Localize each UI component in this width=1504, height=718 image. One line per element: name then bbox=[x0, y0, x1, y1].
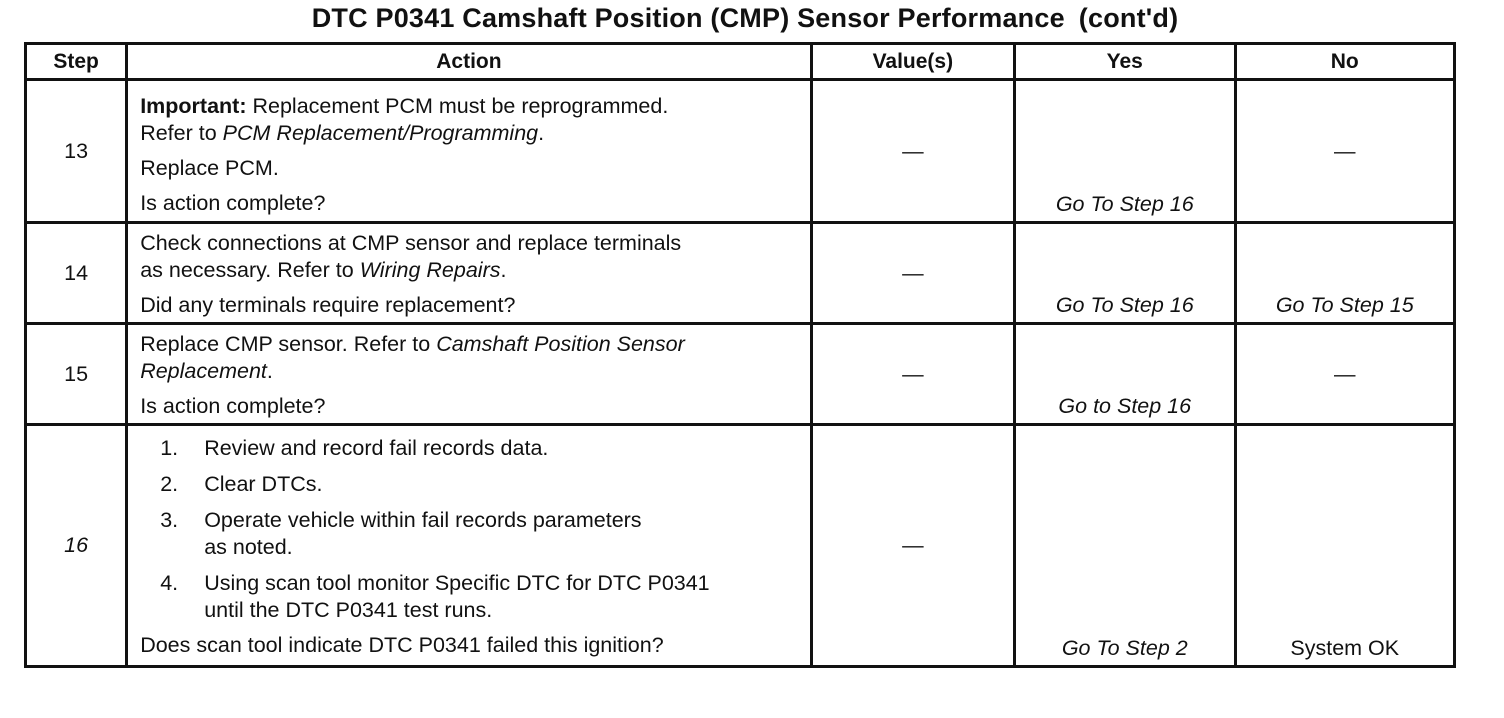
header-no: No bbox=[1235, 44, 1455, 80]
no-cell: System OK bbox=[1235, 425, 1455, 667]
table-row bbox=[26, 425, 1455, 667]
sub-step-line: Operate vehicle within fail records parameters bbox=[204, 508, 642, 532]
sub-step bbox=[140, 570, 799, 624]
step-number: 15 bbox=[26, 324, 127, 425]
refer-link: PCM Replacement/Programming bbox=[222, 121, 539, 145]
refer-end: . bbox=[266, 359, 273, 383]
table-row bbox=[26, 80, 1455, 223]
sub-step-list bbox=[140, 435, 799, 624]
sub-step-number: 3. bbox=[160, 508, 179, 532]
question-text: Is action complete? bbox=[140, 191, 326, 215]
action-line-2 bbox=[140, 257, 799, 284]
sub-step-line: Clear DTCs. bbox=[204, 472, 323, 496]
question-text: Does scan tool indicate DTC P0341 failed this ignition? bbox=[140, 633, 664, 657]
yes-cell: Go to Step 16 bbox=[1015, 324, 1235, 425]
no-cell: — bbox=[1235, 324, 1455, 425]
yes-cell: Go To Step 2 bbox=[1015, 425, 1235, 667]
action-text: Replace CMP sensor. Refer to bbox=[140, 332, 431, 356]
header-row bbox=[26, 44, 1455, 80]
table-row bbox=[26, 324, 1455, 425]
step-number: 14 bbox=[26, 223, 127, 324]
sub-step-line: as noted. bbox=[204, 535, 293, 559]
sub-step bbox=[140, 435, 799, 462]
step-number: 13 bbox=[26, 80, 127, 223]
value-cell bbox=[811, 223, 1014, 324]
sub-step-text bbox=[204, 507, 641, 561]
page-title bbox=[0, 3, 1490, 34]
sub-step-text bbox=[204, 435, 548, 462]
action-cell bbox=[127, 80, 811, 223]
refer-link: Camshaft Position Sensor bbox=[436, 332, 685, 356]
title-suffix: (cont'd) bbox=[1078, 3, 1179, 33]
sub-step-number: 4. bbox=[160, 571, 179, 595]
question-text: Is action complete? bbox=[140, 394, 326, 418]
important-note bbox=[140, 93, 799, 120]
refer-text: Refer to bbox=[140, 121, 217, 145]
value-cell bbox=[811, 425, 1014, 667]
action-line-1 bbox=[140, 331, 799, 358]
sub-step-line: Using scan tool monitor Specific DTC for DTC P0341 bbox=[204, 571, 710, 595]
value-cell bbox=[811, 324, 1014, 425]
action-line-2 bbox=[140, 358, 799, 385]
diagnostic-table bbox=[24, 42, 1456, 668]
important-label: Important: bbox=[140, 94, 247, 118]
table-row bbox=[26, 223, 1455, 324]
action-cell bbox=[127, 223, 811, 324]
action-cell bbox=[127, 324, 811, 425]
sub-step-text bbox=[204, 471, 322, 498]
sub-step-number: 2. bbox=[160, 472, 179, 496]
question-text: Did any terminals require replacement? bbox=[140, 293, 516, 317]
refer-end: . bbox=[538, 121, 545, 145]
step-number: 16 bbox=[26, 425, 127, 667]
instruction-text: Replace PCM. bbox=[140, 156, 279, 180]
refer-end: . bbox=[500, 258, 507, 282]
yes-cell: Go To Step 16 bbox=[1015, 80, 1235, 223]
action-line-1: Check connections at CMP sensor and replace terminals bbox=[140, 231, 682, 255]
important-text: Replacement PCM must be reprogrammed. bbox=[252, 94, 669, 118]
no-cell: — bbox=[1235, 80, 1455, 223]
sub-step bbox=[140, 471, 799, 498]
refer-link: Wiring Repairs bbox=[359, 258, 501, 282]
value-dash: — bbox=[902, 361, 924, 386]
value-dash: — bbox=[902, 533, 924, 557]
sub-step bbox=[140, 507, 799, 561]
value-cell bbox=[811, 80, 1014, 223]
sub-step-number: 1. bbox=[160, 436, 179, 460]
refer-line bbox=[140, 120, 799, 147]
value-dash: — bbox=[902, 138, 924, 163]
header-values: Value(s) bbox=[811, 44, 1014, 80]
refer-link-cont: Replacement bbox=[140, 359, 267, 383]
refer-text: as necessary. Refer to bbox=[140, 258, 354, 282]
yes-cell: Go To Step 16 bbox=[1015, 223, 1235, 324]
header-step: Step bbox=[26, 44, 127, 80]
sub-step-line: until the DTC P0341 test runs. bbox=[204, 598, 493, 622]
sub-step-text bbox=[204, 570, 709, 624]
value-dash: — bbox=[902, 260, 924, 285]
header-action: Action bbox=[127, 44, 811, 80]
title-main: DTC P0341 Camshaft Position (CMP) Sensor Performance bbox=[311, 3, 1065, 33]
header-yes: Yes bbox=[1015, 44, 1235, 80]
sub-step-line: Review and record fail records data. bbox=[204, 436, 549, 460]
action-cell bbox=[127, 425, 811, 667]
no-cell: Go To Step 15 bbox=[1235, 223, 1455, 324]
